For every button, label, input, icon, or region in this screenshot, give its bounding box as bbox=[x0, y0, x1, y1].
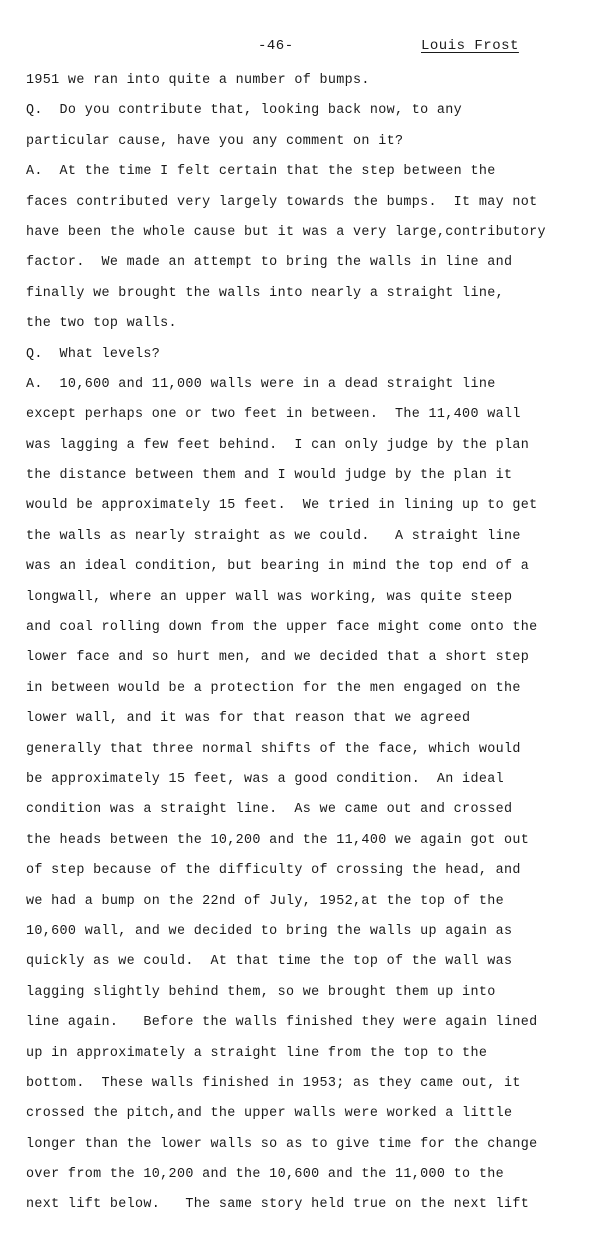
text-line: next lift below. The same story held true on the next lift bbox=[26, 1197, 530, 1213]
text-line: lower face and so hurt men, and we decided that a short step bbox=[26, 650, 530, 666]
page-header bbox=[0, 38, 610, 60]
text-line: would be approximately 15 feet. We tried in lining up to get bbox=[26, 498, 538, 514]
witness-name: Louis Frost bbox=[421, 38, 519, 54]
text-line: in between would be a protection for the men engaged on the bbox=[26, 680, 521, 696]
question-line: Q. What levels? bbox=[26, 346, 161, 362]
text-line: of step because of the difficulty of crossing the head, and bbox=[26, 863, 521, 879]
page-number: -46- bbox=[258, 38, 294, 54]
transcript-body bbox=[26, 66, 606, 1221]
text-line: and coal rolling down from the upper face might come onto the bbox=[26, 620, 538, 636]
text-line: have been the whole cause but it was a very large,contributory bbox=[26, 224, 546, 240]
text-line: 1951 we ran into quite a number of bumps. bbox=[26, 73, 370, 88]
text-line: condition was a straight line. As we came out and crossed bbox=[26, 802, 513, 818]
text-line: was lagging a few feet behind. I can only judge by the plan bbox=[26, 437, 530, 453]
text-line: except perhaps one or two feet in between. The 11,400 wall bbox=[26, 407, 521, 423]
text-line: finally we brought the walls into nearly a straight line, bbox=[26, 285, 504, 301]
text-line: lower wall, and it was for that reason that we agreed bbox=[26, 711, 471, 727]
text-line: quickly as we could. At that time the top of the wall was bbox=[26, 954, 513, 970]
question-line: Q. Do you contribute that, looking back now, to any bbox=[26, 103, 463, 119]
text-line: crossed the pitch,and the upper walls were worked a little bbox=[26, 1106, 513, 1122]
text-line: we had a bump on the 22nd of July, 1952,at the top of the bbox=[26, 893, 504, 909]
text-line: 10,600 wall, and we decided to bring the walls up again as bbox=[26, 923, 513, 939]
text-line: up in approximately a straight line from the top to the bbox=[26, 1045, 488, 1061]
text-line: particular cause, have you any comment on it? bbox=[26, 133, 404, 149]
text-line: the two top walls. bbox=[26, 316, 177, 332]
text-line: over from the 10,200 and the 10,600 and the 11,000 to the bbox=[26, 1167, 504, 1183]
answer-line: A. 10,600 and 11,000 walls were in a dead straight line bbox=[26, 376, 496, 392]
text-line: the heads between the 10,200 and the 11,400 we again got out bbox=[26, 832, 530, 848]
text-line: factor. We made an attempt to bring the walls in line and bbox=[26, 255, 513, 271]
text-line: longer than the lower walls so as to give time for the change bbox=[26, 1136, 538, 1152]
text-line: the walls as nearly straight as we could. A straight line bbox=[26, 528, 521, 544]
text-line: lagging slightly behind them, so we brought them up into bbox=[26, 984, 496, 1000]
text-line: longwall, where an upper wall was working, was quite steep bbox=[26, 589, 513, 605]
text-line: the distance between them and I would judge by the plan it bbox=[26, 468, 513, 484]
text-line: generally that three normal shifts of the face, which would bbox=[26, 741, 521, 757]
text-line: be approximately 15 feet, was a good condition. An ideal bbox=[26, 771, 504, 787]
text-line: was an ideal condition, but bearing in mind the top end of a bbox=[26, 559, 530, 575]
text-line: bottom. These walls finished in 1953; as they came out, it bbox=[26, 1075, 521, 1091]
text-line: line again. Before the walls finished they were again lined bbox=[26, 1015, 538, 1031]
answer-line: A. At the time I felt certain that the step between the bbox=[26, 164, 496, 180]
text-line: faces contributed very largely towards the bumps. It may not bbox=[26, 194, 538, 210]
